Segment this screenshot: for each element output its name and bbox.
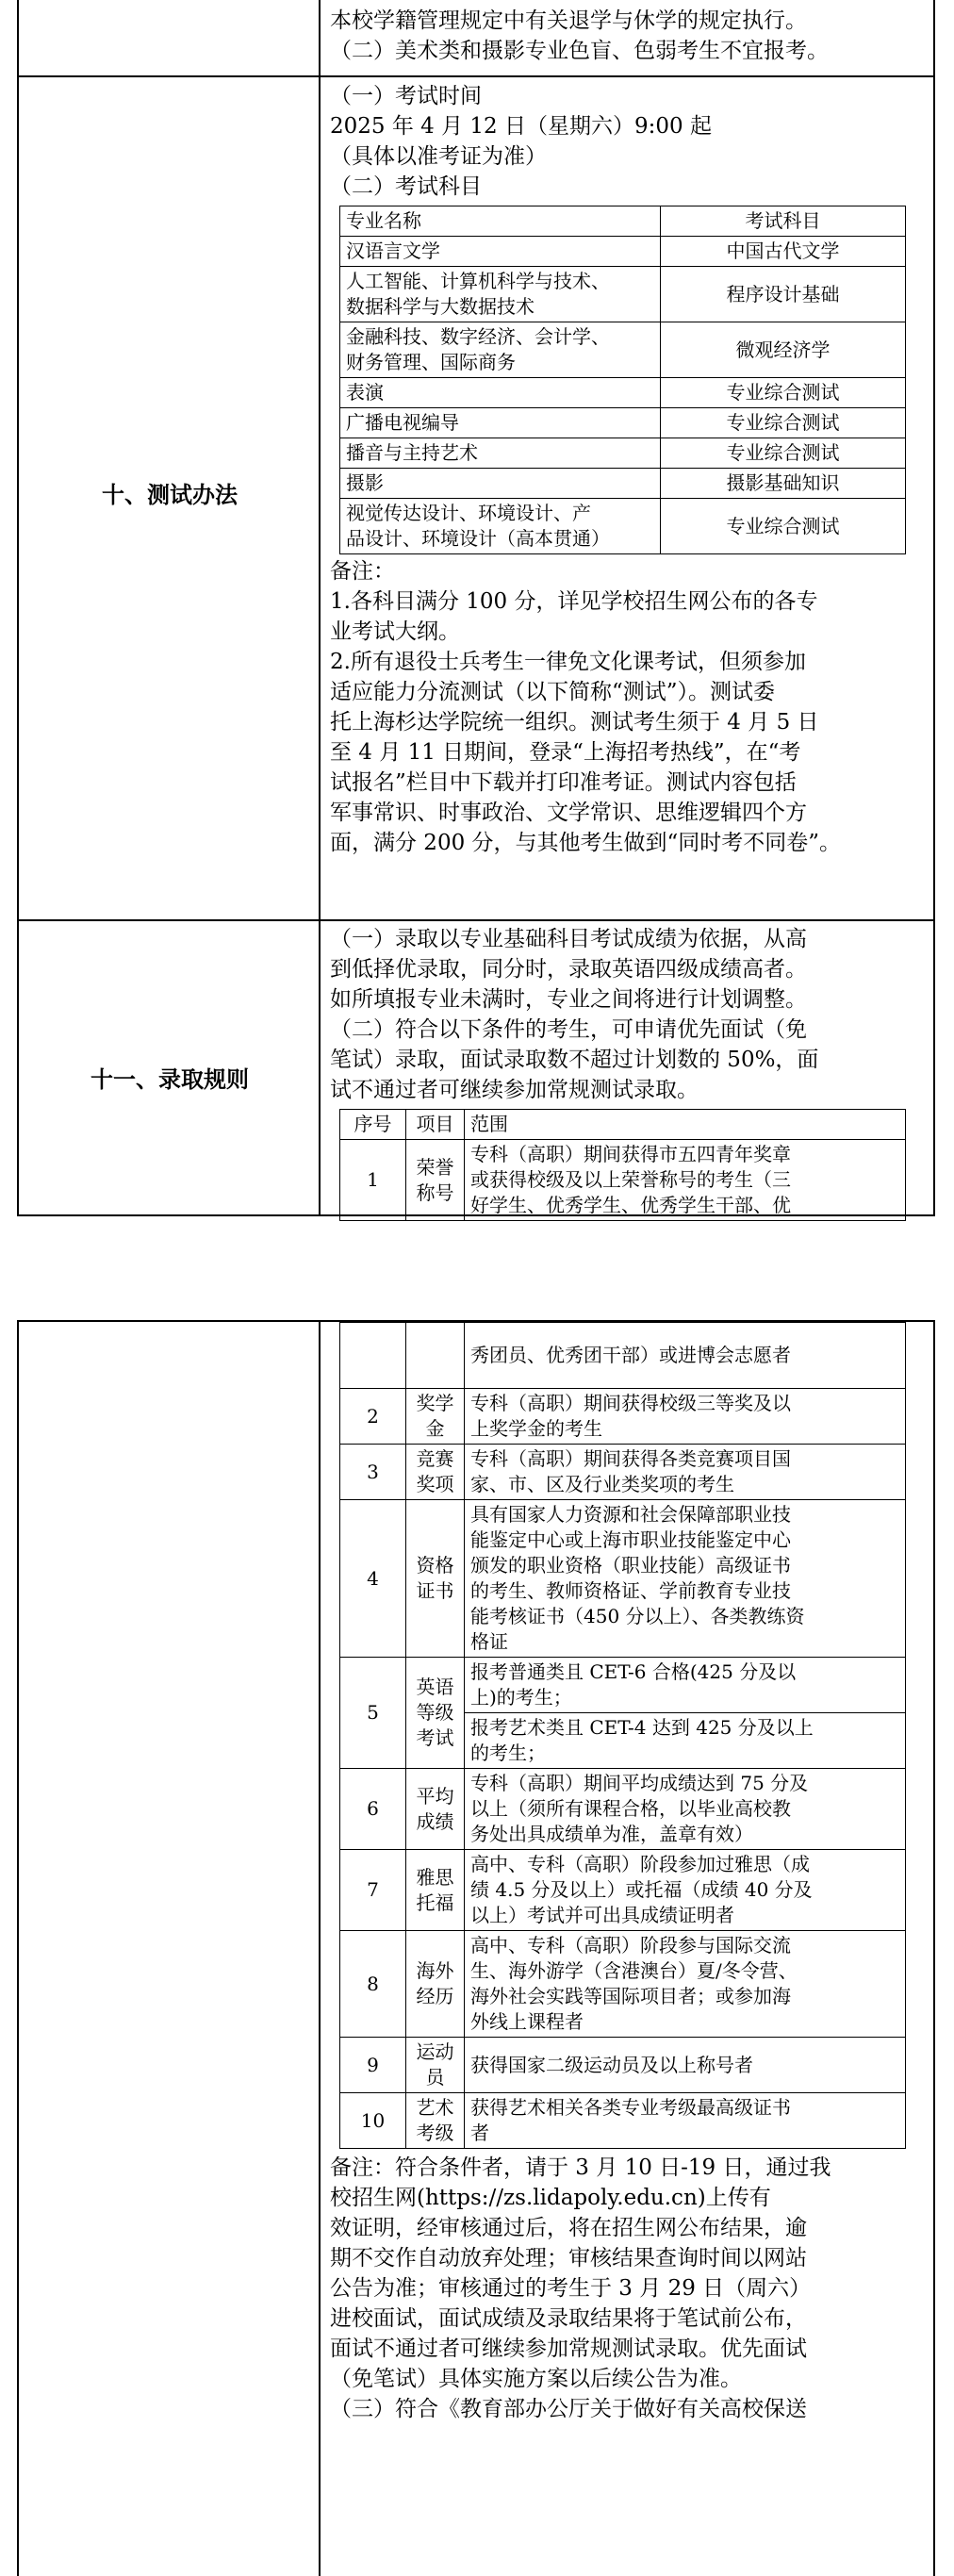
row-number: 5 bbox=[340, 1658, 406, 1769]
document-page-1 bbox=[17, 0, 935, 1216]
section-11-notes bbox=[330, 2153, 929, 2424]
table-row bbox=[340, 322, 906, 378]
section-10-content bbox=[330, 81, 929, 858]
table-row bbox=[340, 408, 906, 438]
subject-cell: 微观经济学 bbox=[661, 322, 906, 378]
header-major: 专业名称 bbox=[340, 206, 661, 237]
row-divider bbox=[19, 75, 933, 77]
table-row bbox=[340, 2038, 906, 2093]
row-item: 运动 员 bbox=[406, 2038, 465, 2093]
section-11-label: 十一、录取规则 bbox=[90, 1066, 249, 1093]
header-subject: 考试科目 bbox=[661, 206, 906, 237]
row-item: 竞赛 奖项 bbox=[406, 1445, 465, 1500]
subject-cell: 中国古代文学 bbox=[661, 237, 906, 267]
text-line: （三）符合《教育部办公厅关于做好有关高校保送 bbox=[330, 2397, 807, 2421]
major-cell: 表演 bbox=[340, 378, 661, 408]
text-line: 2.所有退役士兵考生一律免文化课考试，但须参加 bbox=[330, 650, 806, 674]
text-line: 效证明，经审核通过后，将在招生网公布结果，逾 bbox=[330, 2216, 807, 2240]
row-scope: 高中、专科（高职）阶段参加过雅思（成 绩 4.5 分及以上）或托福（成绩 40 分及 以上）考试并可出具成绩证明者 bbox=[465, 1850, 906, 1931]
text-line: （具体以准考证为准） bbox=[330, 144, 547, 169]
text-line: 试报名”栏目中下载并打印准考证。测试内容包括 bbox=[330, 770, 797, 795]
text-line: 2025 年 4 月 12 日（星期六）9:00 起 bbox=[330, 114, 712, 139]
header-item: 项目 bbox=[406, 1110, 465, 1140]
table-row bbox=[340, 1769, 906, 1850]
major-cell: 人工智能、计算机科学与技术、 数据科学与大数据技术 bbox=[340, 267, 661, 322]
major-cell: 金融科技、数字经济、会计学、 财务管理、国际商务 bbox=[340, 322, 661, 378]
text-line: 如所填报专业未满时，专业之间将进行计划调整。 bbox=[330, 987, 807, 1012]
text-line: 适应能力分流测试（以下简称“测试”）。测试委 bbox=[330, 680, 776, 704]
row-number: 9 bbox=[340, 2038, 406, 2093]
table-row bbox=[340, 237, 906, 267]
text-line: 笔试）录取，面试录取数不超过计划数的 50%，面 bbox=[330, 1048, 819, 1072]
table-header-row bbox=[340, 206, 906, 237]
row-item: 海外 经历 bbox=[406, 1931, 465, 2038]
row-scope: 高中、专科（高职）阶段参与国际交流 生、海外游学（含港澳台）夏/冬令营、 海外社会实践等国际项目者；或参加海 外线上课程者 bbox=[465, 1931, 906, 2038]
text-line: 进校面试，面试成绩及录取结果将于笔试前公布， bbox=[330, 2306, 807, 2331]
table-row bbox=[340, 1850, 906, 1931]
row-item: 资格 证书 bbox=[406, 1500, 465, 1658]
subject-cell: 专业综合测试 bbox=[661, 499, 906, 554]
subject-cell: 专业综合测试 bbox=[661, 408, 906, 438]
table-row bbox=[340, 267, 906, 322]
header-no: 序号 bbox=[340, 1110, 406, 1140]
section-11-content bbox=[330, 924, 929, 1221]
text-line: 本校学籍管理规定中有关退学与休学的规定执行。 bbox=[330, 8, 807, 33]
text-line: 托上海杉达学院统一组织。测试考生须于 4 月 5 日 bbox=[330, 710, 819, 735]
major-cell: 视觉传达设计、环境设计、产 品设计、环境设计（高本贯通） bbox=[340, 499, 661, 554]
row-number: 6 bbox=[340, 1769, 406, 1850]
header-scope: 范围 bbox=[465, 1110, 906, 1140]
subject-cell: 专业综合测试 bbox=[661, 378, 906, 408]
row-scope: 专科（高职）期间获得校级三等奖及以 上奖学金的考生 bbox=[465, 1389, 906, 1445]
row-scope: 专科（高职）期间获得各类竞赛项目国 家、市、区及行业类奖项的考生 bbox=[465, 1445, 906, 1500]
text-line: （免笔试）具体实施方案以后续公告为准。 bbox=[330, 2367, 742, 2391]
table-row bbox=[340, 378, 906, 408]
text-line: 备注： bbox=[330, 559, 395, 584]
row-item: 英语 等级 考试 bbox=[406, 1658, 465, 1769]
row-item: 艺术 考级 bbox=[406, 2093, 465, 2149]
row-number: 7 bbox=[340, 1850, 406, 1931]
major-cell: 摄影 bbox=[340, 469, 661, 499]
subject-cell: 摄影基础知识 bbox=[661, 469, 906, 499]
row-scope: 获得艺术相关各类专业考级最高级证书 者 bbox=[465, 2093, 906, 2149]
text-line: 1.各科目满分 100 分，详见学校招生网公布的各专 bbox=[330, 589, 818, 614]
empty-cell bbox=[340, 1323, 406, 1389]
row-scope: 获得国家二级运动员及以上称号者 bbox=[465, 2038, 906, 2093]
table-row bbox=[340, 1500, 906, 1658]
row-scope: 具有国家人力资源和社会保障部职业技 能鉴定中心或上海市职业技能鉴定中心 颁发的职业资格（职业技能）高级证书 的考生、教师资格证、学前教育专业技 能考核证书（450 分以上）、各类教练资 格证 bbox=[465, 1500, 906, 1658]
left-label-column bbox=[19, 1322, 321, 2576]
text-line: 公告为准；审核通过的考生于 3 月 29 日（周六） bbox=[330, 2276, 812, 2301]
table-row bbox=[340, 1931, 906, 2038]
section-10-label: 十、测试办法 bbox=[102, 482, 238, 508]
text-line: （二）符合以下条件的考生，可申请优先面试（免 bbox=[330, 1017, 807, 1042]
subject-cell: 程序设计基础 bbox=[661, 267, 906, 322]
document-page-2 bbox=[17, 1320, 935, 2576]
text-line: （一）录取以专业基础科目考试成绩为依据，从高 bbox=[330, 927, 807, 951]
row-number: 8 bbox=[340, 1931, 406, 2038]
priority-table bbox=[339, 1109, 906, 1221]
table-header-row bbox=[340, 1110, 906, 1140]
table-row bbox=[340, 499, 906, 554]
text-line: 到低择优录取，同分时，录取英语四级成绩高者。 bbox=[330, 957, 807, 982]
row-item: 奖学 金 bbox=[406, 1389, 465, 1445]
row-item: 荣誉 称号 bbox=[406, 1140, 465, 1221]
table-row bbox=[340, 1658, 906, 1713]
text-line: （二）美术类和摄影专业色盲、色弱考生不宜报考。 bbox=[330, 39, 829, 63]
table-row bbox=[340, 1140, 906, 1221]
major-cell: 汉语言文学 bbox=[340, 237, 661, 267]
row-number: 2 bbox=[340, 1389, 406, 1445]
row-item: 雅思 托福 bbox=[406, 1850, 465, 1931]
text-line: 备注：符合条件者，请于 3 月 10 日-19 日，通过我 bbox=[330, 2155, 831, 2180]
text-line: 业考试大纲。 bbox=[330, 619, 460, 644]
text-line: 军事常识、时事政治、文学常识、思维逻辑四个方 bbox=[330, 801, 807, 825]
text-line: 至 4 月 11 日期间，登录“上海招考热线”，在“考 bbox=[330, 740, 801, 765]
text-line: （二）考试科目 bbox=[330, 174, 482, 199]
row-number: 1 bbox=[340, 1140, 406, 1221]
text-line: 期不交作自动放弃处理；审核结果查询时间以网站 bbox=[330, 2246, 807, 2271]
left-label-column bbox=[19, 0, 321, 1214]
empty-cell bbox=[406, 1323, 465, 1389]
table-row bbox=[340, 469, 906, 499]
top-text-block bbox=[330, 6, 929, 66]
text-line: 校招生网(https://zs.lidapoly.edu.cn)上传有 bbox=[330, 2186, 771, 2210]
row-number: 10 bbox=[340, 2093, 406, 2149]
text-line: 面试不通过者可继续参加常规测试录取。优先面试 bbox=[330, 2337, 807, 2361]
subject-table bbox=[339, 206, 906, 554]
subject-cell: 专业综合测试 bbox=[661, 438, 906, 469]
row-number: 3 bbox=[340, 1445, 406, 1500]
priority-table-continued bbox=[330, 1322, 929, 2424]
row-item: 平均 成绩 bbox=[406, 1769, 465, 1850]
major-cell: 播音与主持艺术 bbox=[340, 438, 661, 469]
text-line: 试不通过者可继续参加常规测试录取。 bbox=[330, 1078, 699, 1102]
table-row bbox=[340, 2093, 906, 2149]
text-line: （一）考试时间 bbox=[330, 84, 482, 108]
major-cell: 广播电视编导 bbox=[340, 408, 661, 438]
row-scope: 秀团员、优秀团干部）或进博会志愿者 bbox=[465, 1323, 906, 1389]
priority-table-cont bbox=[339, 1322, 906, 2149]
row-scope: 专科（高职）期间获得市五四青年奖章 或获得校级及以上荣誉称号的考生（三 好学生、优秀学生、优秀学生干部、优 bbox=[465, 1140, 906, 1221]
text-line: 面，满分 200 分，与其他考生做到“同时考不同卷”。 bbox=[330, 831, 842, 855]
row-number: 4 bbox=[340, 1500, 406, 1658]
row-divider bbox=[19, 919, 933, 921]
table-row bbox=[340, 1323, 906, 1389]
table-row bbox=[340, 1389, 906, 1445]
row-scope: 报考普通类且 CET-6 合格(425 分及以 上)的考生； bbox=[465, 1658, 906, 1713]
row-scope: 专科（高职）期间平均成绩达到 75 分及 以上（须所有课程合格，以毕业高校教 务处出具成绩单为准，盖章有效） bbox=[465, 1769, 906, 1850]
table-row bbox=[340, 1445, 906, 1500]
row-scope: 报考艺术类且 CET-4 达到 425 分及以上 的考生； bbox=[465, 1713, 906, 1769]
table-row bbox=[340, 438, 906, 469]
